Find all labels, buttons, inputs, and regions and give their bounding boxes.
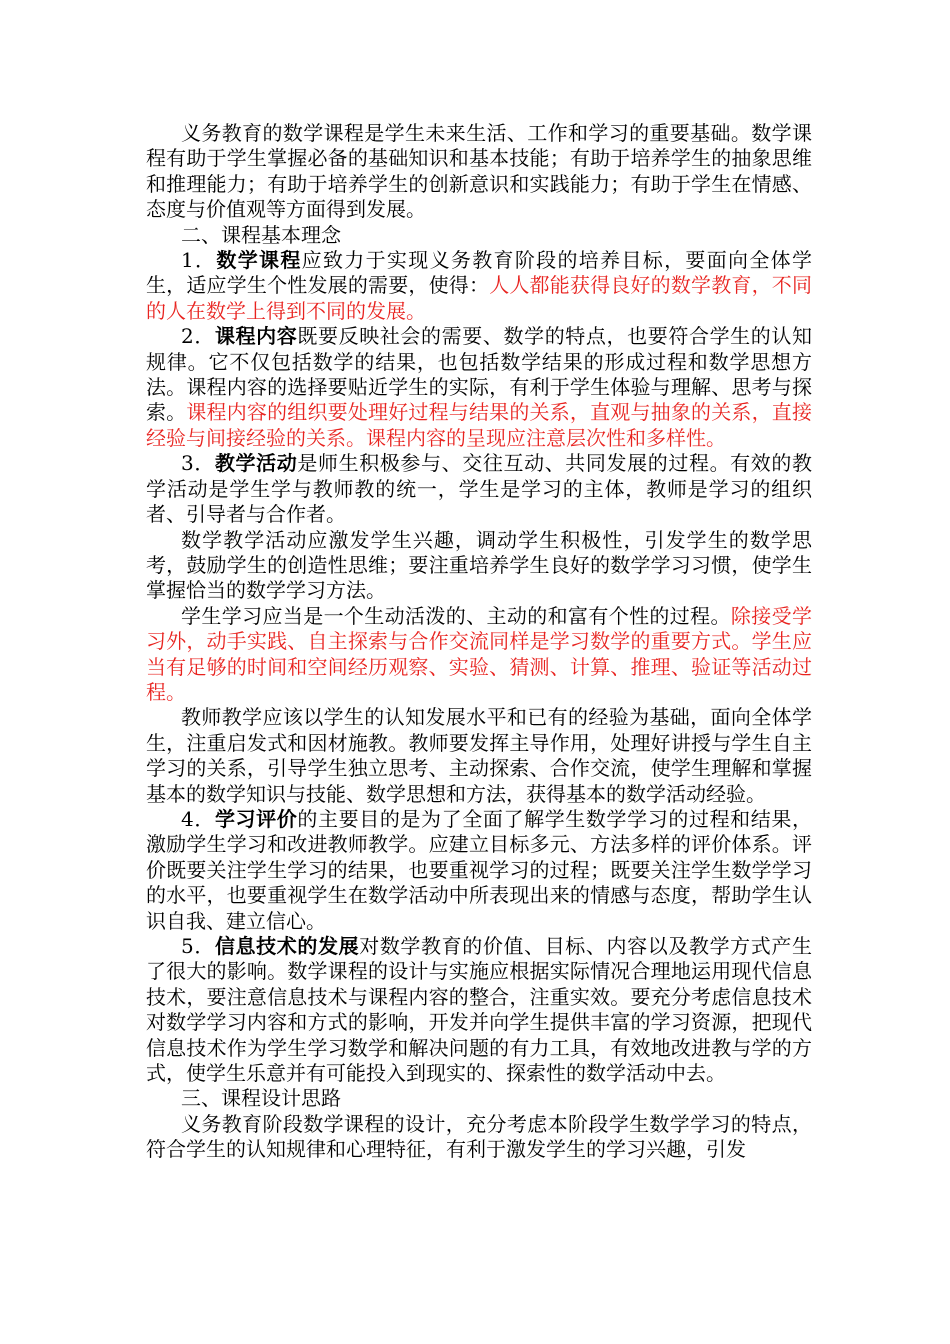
paragraph-text: 对数学教育的价值、目标、内容以及教学方式产生了很大的影响。数学课程的设计与实施应根据实际情况合理地运用现代信息技术，要注意信息技术与课程内容的整合，注重实效。要充分考虑信息技术对数学学习内容和方式的影响，开发并向学生提供丰富的学习资源，把现代信息技术作为学生学习数学和解决问题的有力工具，有效地改进教与学的方式，使学生乐意并有可能投入到现实的、探索性的数学活动中去。: [146, 934, 813, 1086]
paragraph-student-learning: [146, 604, 812, 706]
paragraph-course-content: [146, 324, 812, 451]
highlighted-text: 除接受学习外，动手实践、自主探索与合作交流同样是学习数学的重要方式。学生应当有足够的时间和空间经历观察、实验、猜测、计算、推理、验证等活动过程。: [146, 603, 813, 704]
intro-paragraph: 义务教育的数学课程是学生未来生活、工作和学习的重要基础。数学课程有助于学生掌握必备的基础知识和基本技能；有助于培养学生的抽象思维和推理能力；有助于培养学生的创新意识和实践能力；有助于学生在情感、态度与价值观等方面得到发展。: [146, 121, 812, 222]
key-term: 学习评价: [214, 806, 298, 831]
item-number: 1．: [181, 248, 217, 273]
key-term: 教学活动: [214, 451, 298, 476]
paragraph-teacher-teaching: 教师教学应该以学生的认知发展水平和已有的经验为基础，面向全体学生，注重启发式和因材施教。教师要发挥主导作用，处理好讲授与学生自主学习的关系，引导学生独立思考、主动探索、合作交流，使学生理解和掌握基本的数学知识与技能、数学思想和方法，获得基本的数学活动经验。: [146, 705, 812, 806]
paragraph-text: 学生学习应当是一个生动活泼的、主动的和富有个性的过程。: [181, 603, 731, 628]
paragraph-math-curriculum: [146, 248, 812, 324]
item-number: 2．: [181, 324, 215, 349]
paragraph-curriculum-design: 义务教育阶段数学课程的设计，充分考虑本阶段学生数学学习的特点，符合学生的认知规律和心理特征，有利于激发学生的学习兴趣，引发: [146, 1111, 812, 1162]
document-page: [146, 121, 812, 1163]
highlighted-text: 人人都能获得良好的数学教育，不同的人在数学上得到不同的发展。: [146, 273, 812, 323]
paragraph-text: 应致力于实现义务教育阶段的培养目标，要面向全体学生，适应学生个性发展的需要，使得：: [146, 248, 813, 298]
paragraph-information-technology: [146, 934, 812, 1086]
item-number: 3．: [181, 451, 215, 476]
key-term: 课程内容: [214, 324, 298, 349]
paragraph-text: 的主要目的是为了全面了解学生数学学习的过程和结果，激励学生学习和改进教师教学。应建立目标多元、方法多样的评价体系。评价既要关注学生学习的结果，也要重视学习的过程；既要关注学生数学学习的水平，也要重视学生在数学活动中所表现出来的情感与态度，帮助学生认识自我、建立信心。: [146, 806, 813, 933]
key-term: 信息技术的发展: [214, 934, 360, 958]
key-term: 数学课程: [216, 248, 302, 273]
highlighted-text: 课程内容的组织要处理好过程与结果的关系，直观与抽象的关系，直接经验与间接经验的关系。课程内容的呈现应注意层次性和多样性。: [146, 400, 812, 450]
item-number: 5．: [181, 934, 215, 958]
paragraph-text: 是师生积极参与、交往互动、共同发展的过程。有效的教学活动是学生学与教师教的统一，学生是学习的主体，教师是学习的组织者、引导者与合作者。: [146, 451, 813, 527]
paragraph-teaching-interest: 数学教学活动应激发学生兴趣，调动学生积极性，引发学生的数学思考，鼓励学生的创造性思维；要注重培养学生良好的数学学习习惯，使学生掌握恰当的数学学习方法。: [146, 527, 812, 603]
paragraph-learning-evaluation: [146, 807, 812, 934]
paragraph-text: 既要反映社会的需要、数学的特点，也要符合学生的认知规律。它不仅包括数学的结果，也包括数学结果的形成过程和数学思想方法。课程内容的选择要贴近学生的实际，有利于学生体验与理解、思考与探索。: [146, 324, 813, 425]
section-heading-design-ideas: 三、课程设计思路: [181, 1086, 341, 1111]
section-heading-basic-ideas: 二、课程基本理念: [181, 222, 341, 247]
item-number: 4．: [181, 806, 215, 831]
paragraph-teaching-activity: [146, 451, 812, 527]
